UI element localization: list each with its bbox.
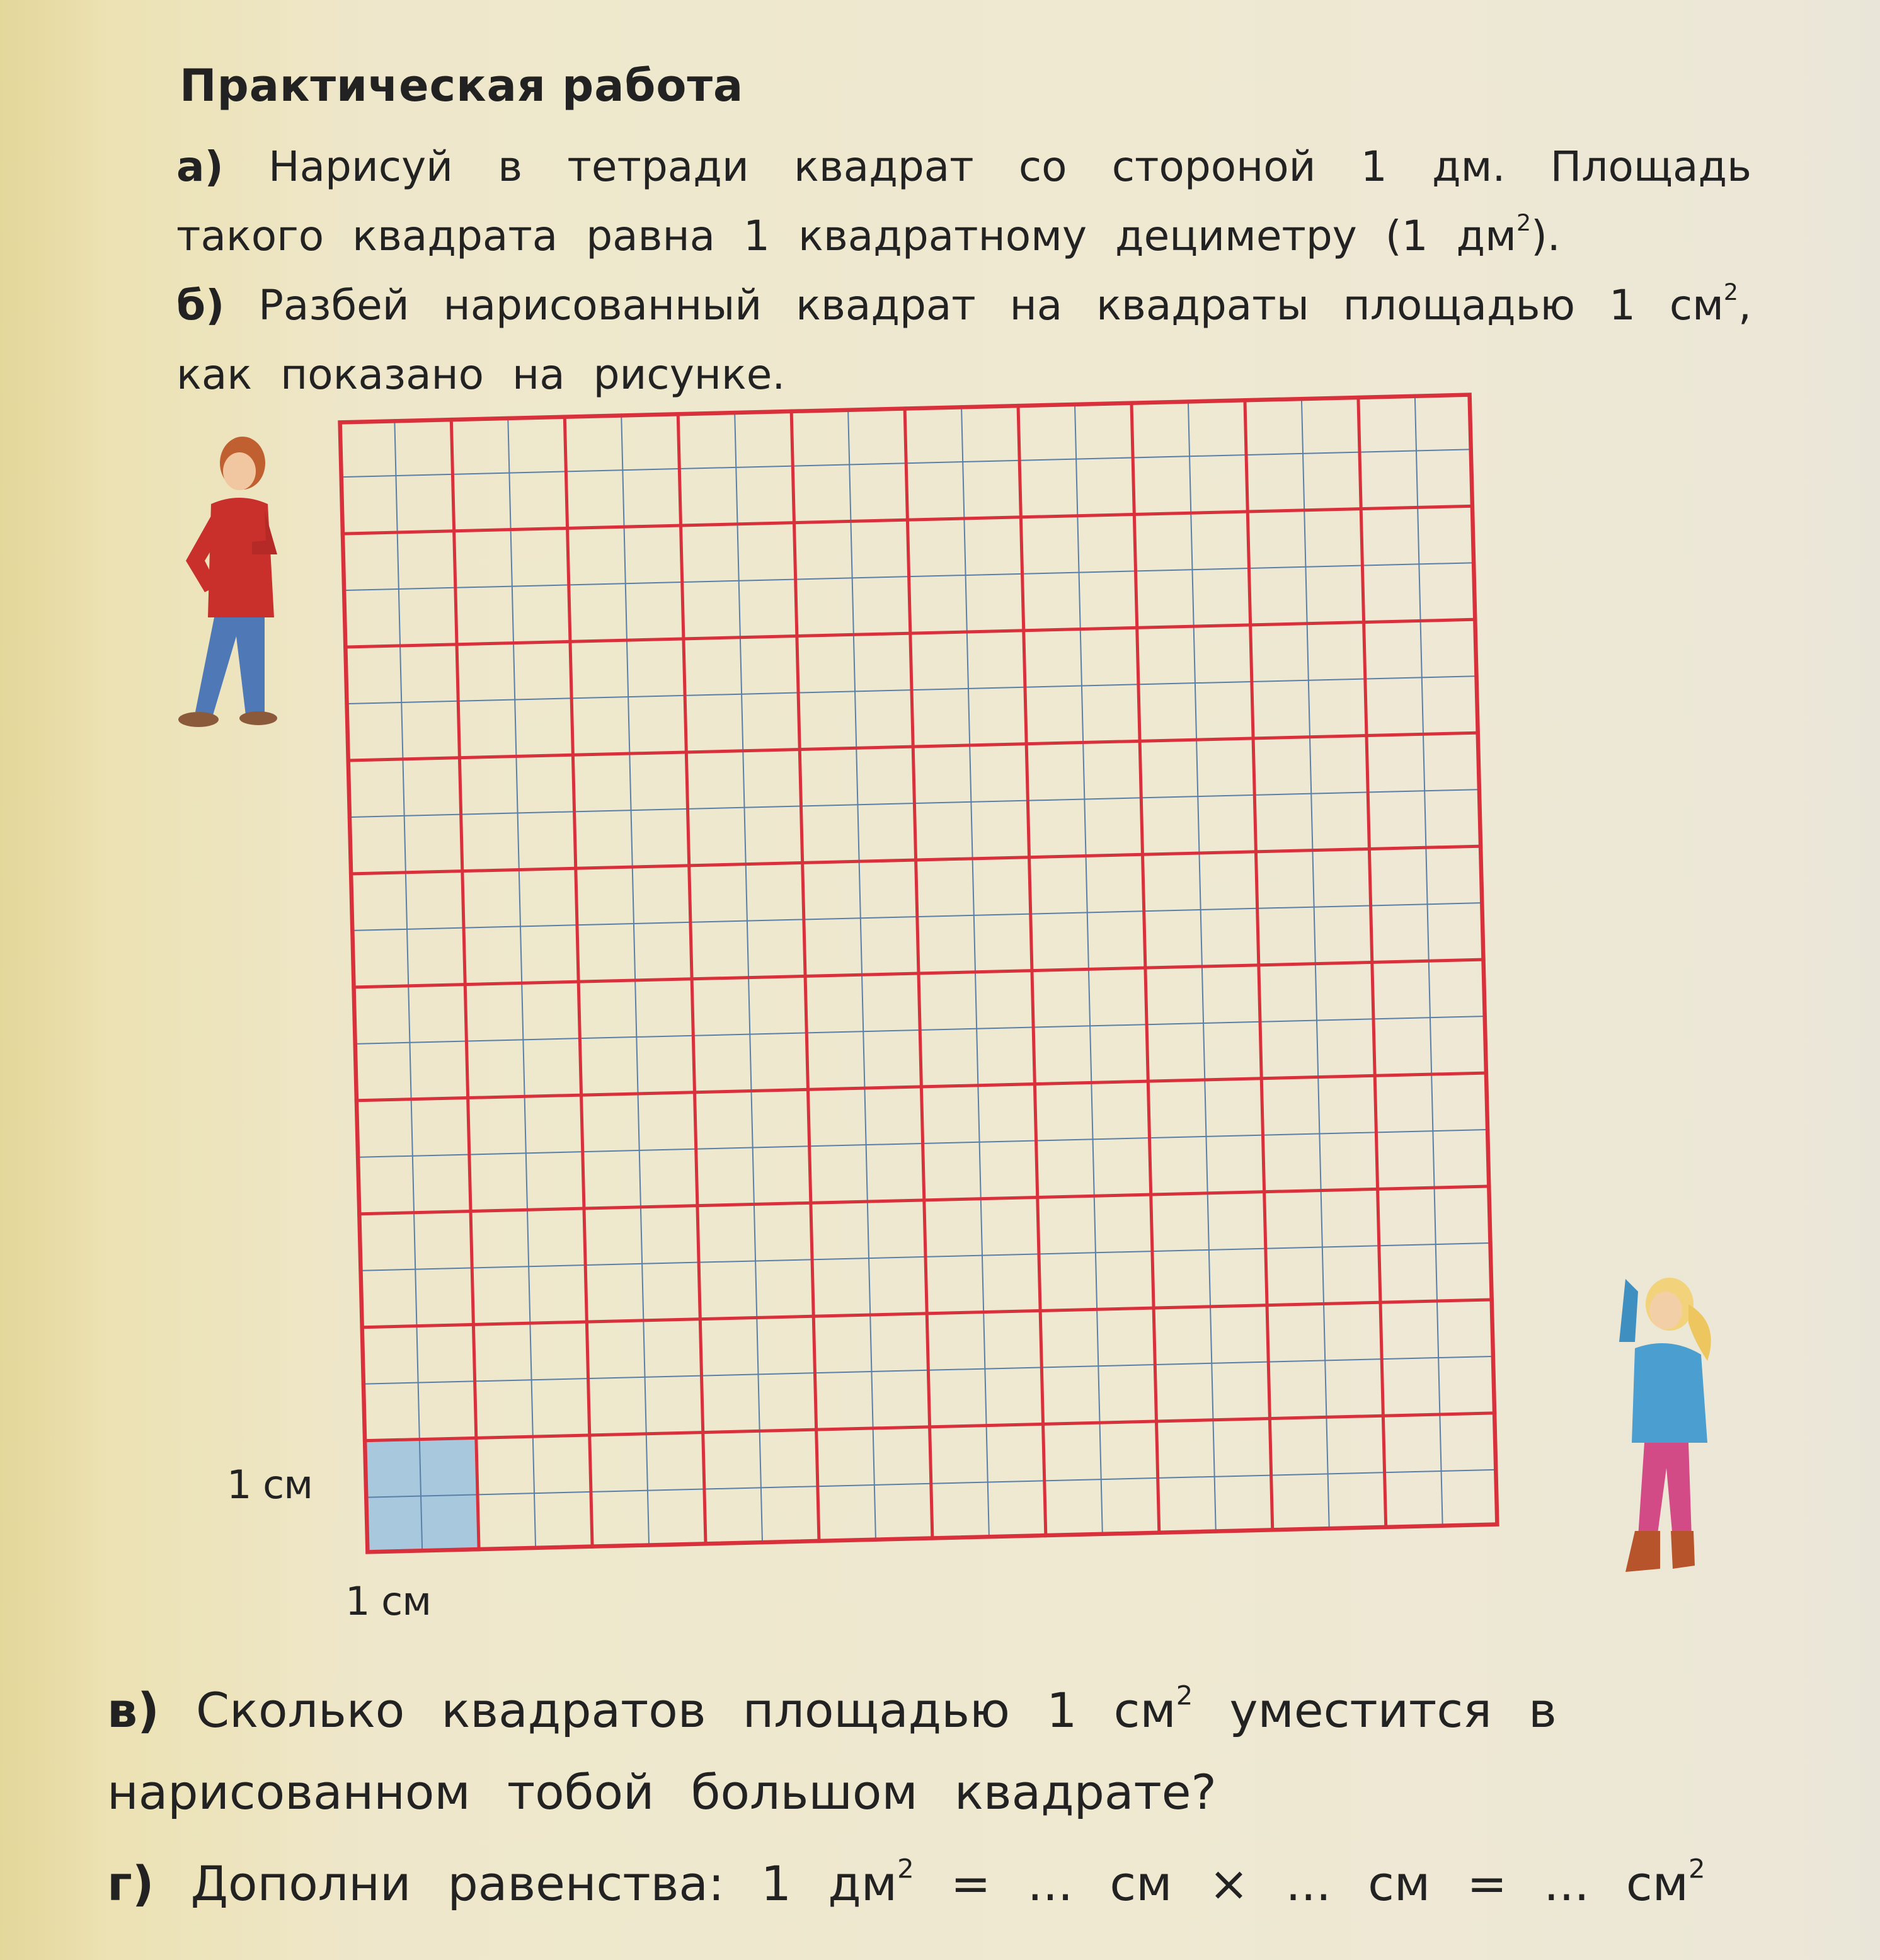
task-a-sup: 2 [1516, 209, 1532, 237]
task-d [107, 1843, 1808, 1925]
task-c-label: в) [107, 1682, 159, 1738]
girl-trousers [1638, 1443, 1692, 1539]
task-a-label: а) [176, 142, 224, 191]
girl-illustration [1600, 1266, 1739, 1581]
boy-face [223, 452, 256, 490]
girl-raised-arm [1619, 1279, 1638, 1342]
task-b-sup: 2 [1723, 278, 1738, 306]
task-b-label: б) [176, 281, 225, 330]
task-a-text: Нарисуй в тетради квадрат со стороной 1 дм. Площадь такого квадрата равна 1 квадратному дециметру (1 дм [176, 142, 1751, 260]
task-d-label: г) [107, 1855, 154, 1911]
task-c-text-end: уместится в нарисованном тобой большом квадрате? [107, 1682, 1557, 1820]
task-d-sup-2: 2 [1688, 1853, 1705, 1884]
task-c-text: Сколько квадратов площадью 1 см [196, 1682, 1176, 1738]
task-c [107, 1670, 1796, 1833]
page-title: Практическая работа [180, 60, 744, 112]
label-1cm-vertical: 1 см [227, 1462, 313, 1508]
task-d-sup-1: 2 [897, 1853, 914, 1884]
girl-boot-right [1671, 1531, 1695, 1569]
girl-boot-left [1625, 1531, 1660, 1572]
boy-shoe-right [239, 711, 277, 725]
task-b-text: Разбей нарисованный квадрат на квадраты площадью 1 см [258, 281, 1724, 330]
task-c-sup: 2 [1176, 1680, 1193, 1711]
task-a-text-end: ). [1531, 212, 1561, 260]
boy-shoe-left [178, 712, 219, 727]
task-a [176, 132, 1751, 271]
task-b-text-end: , как показано на рисунке. [176, 281, 1751, 399]
task-d-text: Дополни равенства: 1 дм [190, 1855, 898, 1911]
boy-jeans [195, 617, 265, 715]
girl-jacket [1632, 1343, 1707, 1443]
task-d-equation: = ... см × ... см = ... см [914, 1855, 1688, 1911]
task-b [176, 271, 1751, 410]
centimeter-grid [338, 393, 1499, 1554]
label-1cm-horizontal: 1 см [345, 1578, 432, 1624]
girl-face [1649, 1292, 1682, 1329]
boy-illustration [158, 428, 296, 731]
boy-jacket [208, 498, 274, 617]
